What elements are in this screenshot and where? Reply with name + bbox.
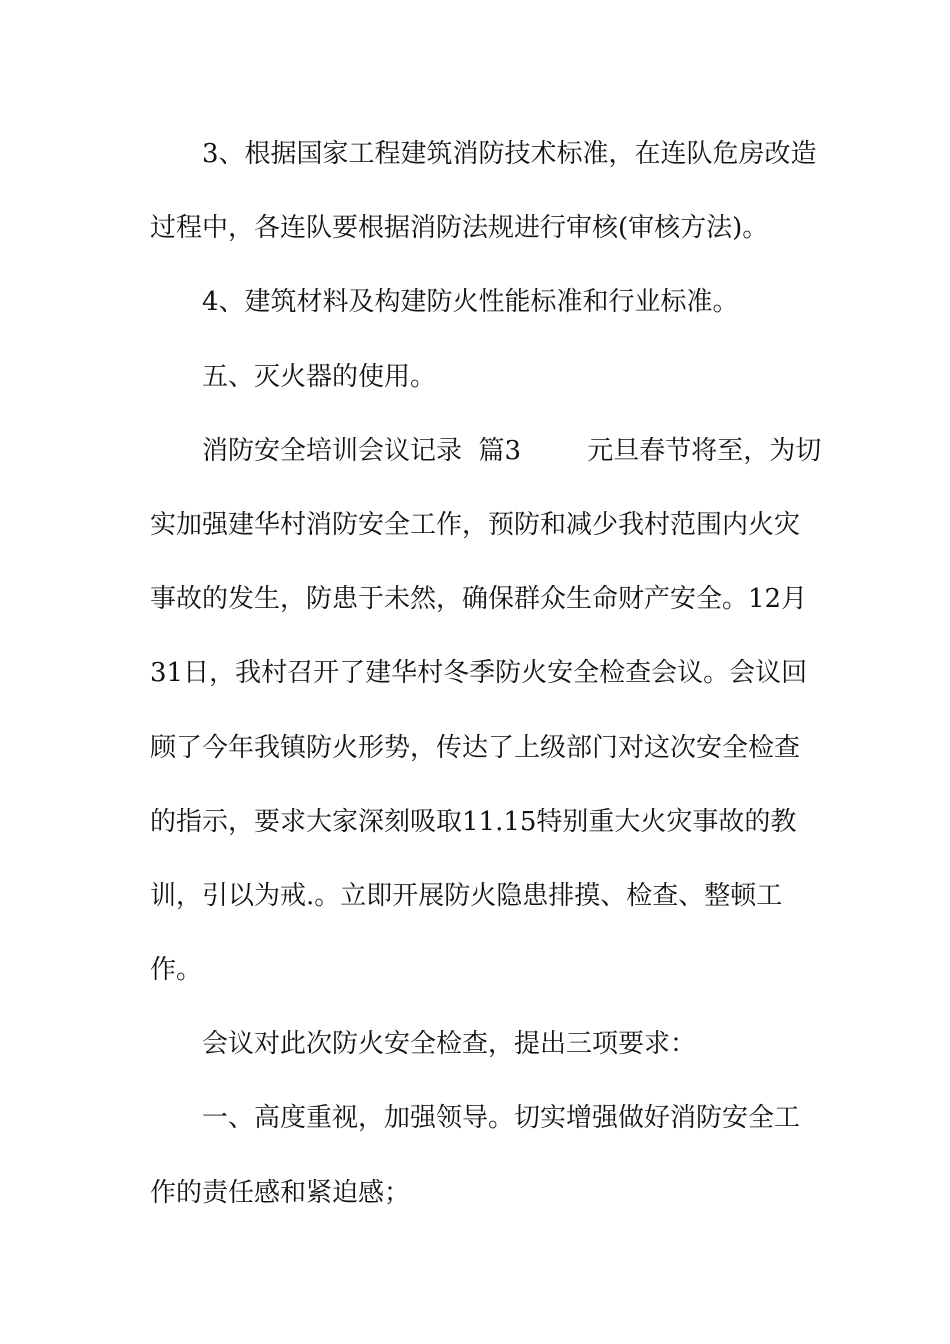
paragraph-line: 的指示，要求大家深刻吸取11.15特别重大火灾事故的教 — [150, 806, 797, 837]
paragraph-line: 事故的发生，防患于未然，确保群众生命财产安全。12月 — [150, 584, 808, 615]
paragraph-line: 过程中，各连队要根据消防法规进行审核(审核方法)。 — [150, 213, 769, 244]
paragraph-line: 消防安全培训会议记录 篇3 元旦春节将至，为切 — [202, 435, 822, 466]
paragraph-line: 实加强建华村消防安全工作，预防和减少我村范围内火灾 — [150, 509, 801, 540]
paragraph-line: 4、建筑材料及构建防火性能标准和行业标准。 — [202, 287, 739, 318]
paragraph-line: 作的责任感和紧迫感； — [150, 1177, 411, 1208]
paragraph-line: 31日，我村召开了建华村冬季防火安全检查会议。会议回 — [150, 658, 808, 689]
section-heading: 五、灭火器的使用。 — [202, 361, 437, 392]
document-body — [150, 122, 822, 1235]
paragraph-line: 3、根据国家工程建筑消防技术标准，在连队危房改造 — [202, 139, 817, 169]
paragraph-line: 顾了今年我镇防火形势，传达了上级部门对这次安全检查 — [150, 732, 801, 763]
paragraph-line: 一、高度重视，加强领导。切实增强做好消防安全工 — [202, 1103, 801, 1134]
paragraph-line: 训，引以为戒.。立即开展防火隐患排摸、检查、整顿工 — [150, 880, 783, 911]
paragraph-line: 会议对此次防火安全检查，提出三项要求： — [202, 1029, 697, 1060]
paragraph-line: 作。 — [150, 955, 203, 986]
